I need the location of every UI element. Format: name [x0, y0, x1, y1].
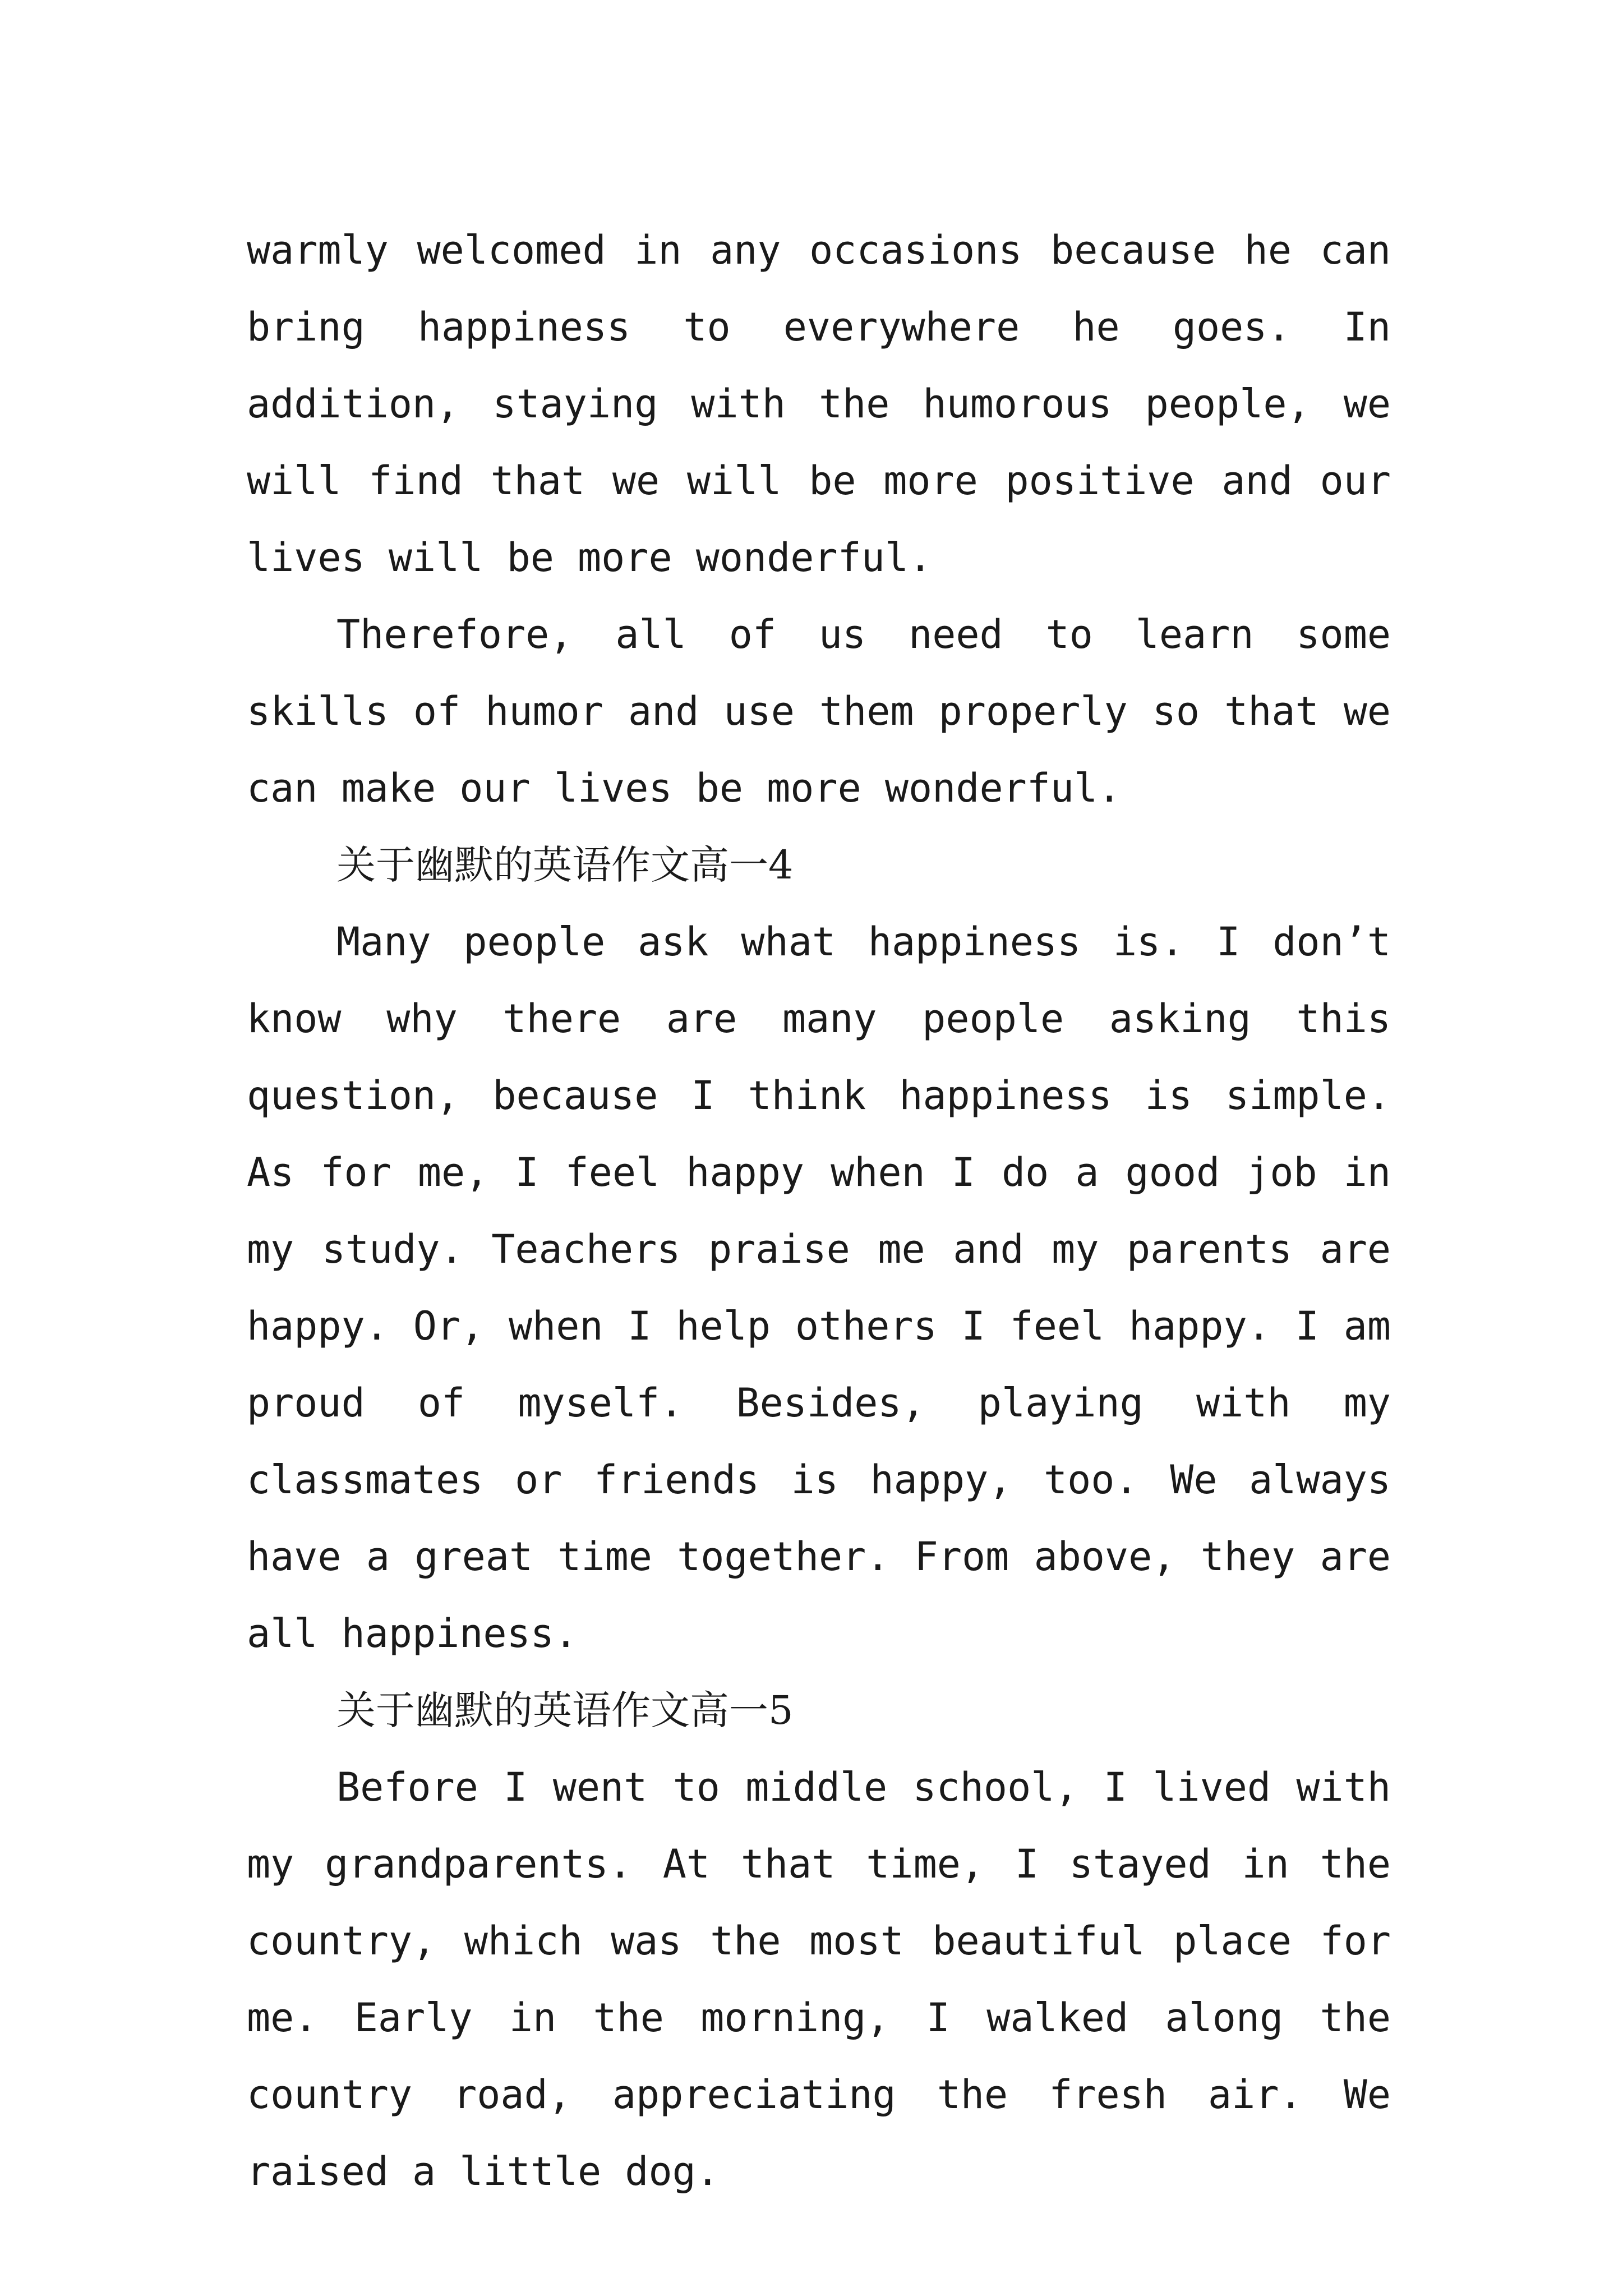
paragraph-therefore: Therefore, all of us need to learn some skills of humor and use them properly so that we can make our lives be more wonderful. — [247, 611, 1391, 811]
paragraph-grandparents: Before I went to middle school, I lived with my grandparents. At that time, I stayed in the country, which was the most beautiful place for me. Early in the morning, I walked along the country road, appreciating the fresh air. We raised a little dog. — [247, 1764, 1391, 2194]
section-heading-5: 关于幽默的英语作文高一5 — [336, 1687, 794, 1733]
document-body — [247, 212, 1391, 2210]
section-heading-4: 关于幽默的英语作文高一4 — [336, 842, 794, 888]
paragraph-happiness: Many people ask what happiness is. I don’t know why there are many people asking this question, because I think happiness is simple. As for me, I feel happy when I do a good job in my study. Teachers praise me and my parents are happy. Or, when I help others I feel happy. I am proud of myself. Besides, playing with my classmates or friends is happy, too. We always have a great time together. From above, they are all happiness. — [247, 919, 1391, 1657]
paragraph-continuation: warmly welcomed in any occasions because he can bring happiness to everywhere he goes. In addition, staying with the humorous people, we will find that we will be more positive and our lives will be more wonderful. — [247, 227, 1391, 581]
